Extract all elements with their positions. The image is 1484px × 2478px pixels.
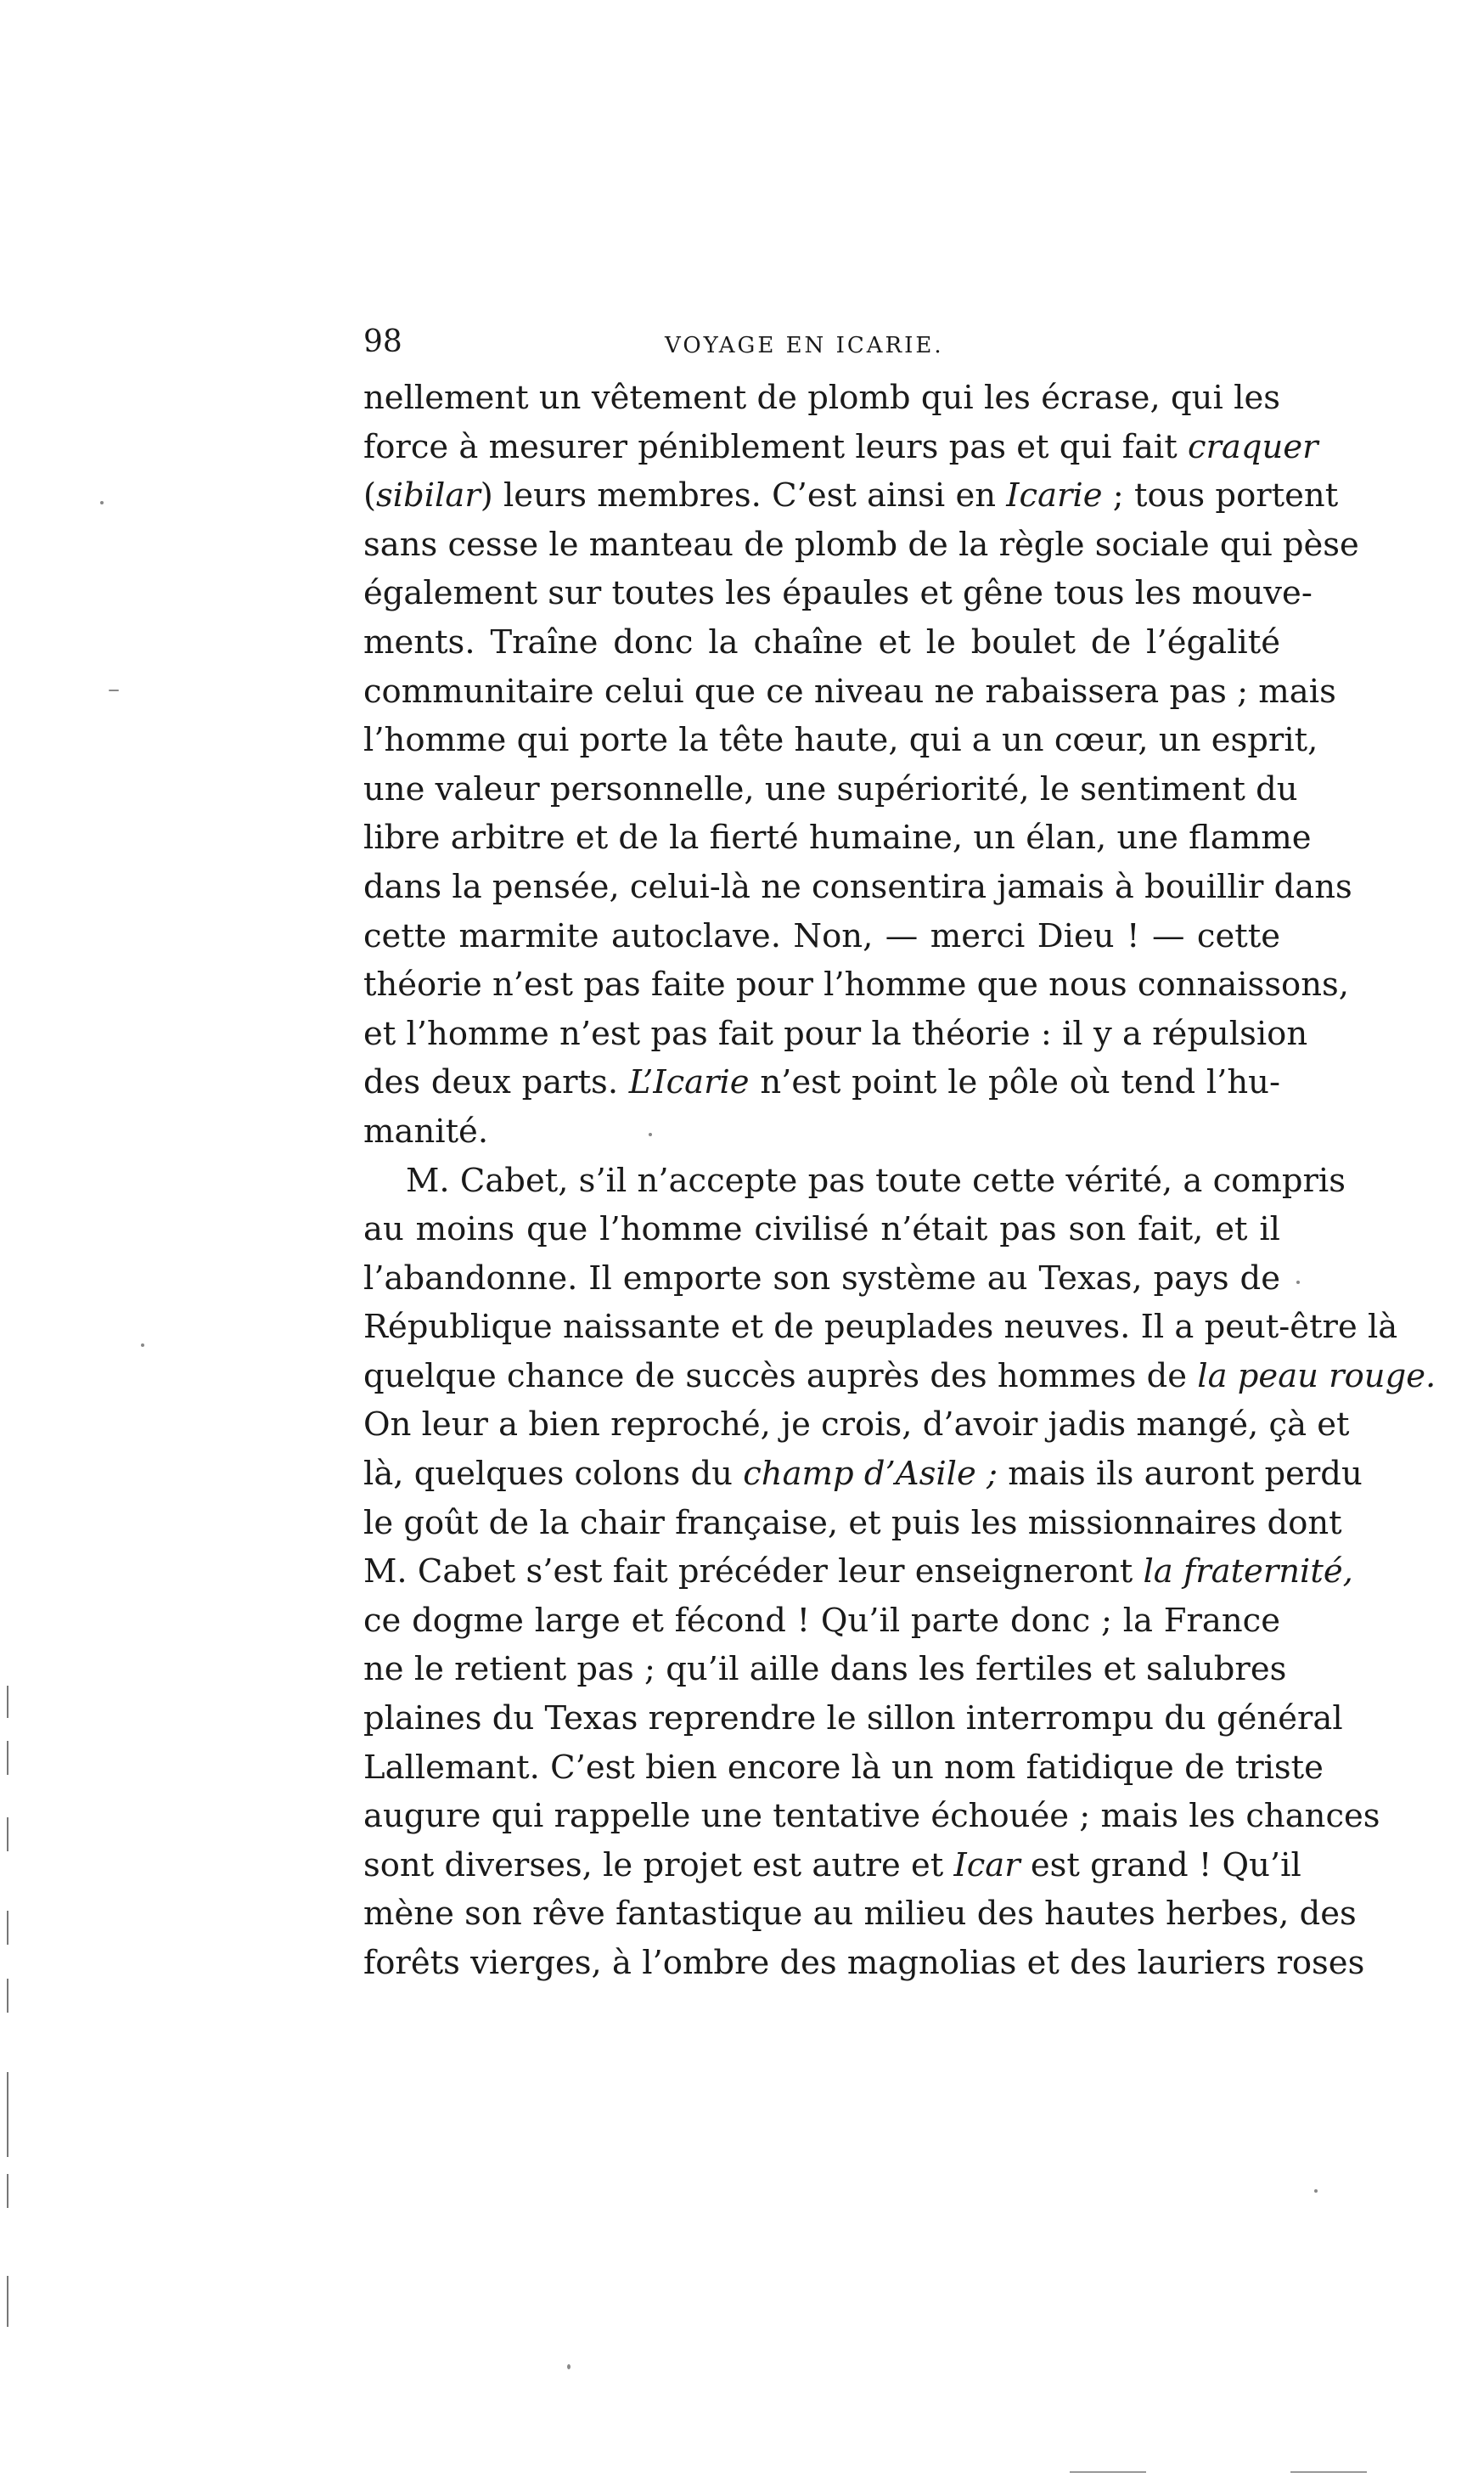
text-run: quelque chance de succès auprès des hommes de [363,1356,1198,1395]
scan-speck [1314,2189,1318,2193]
italic-run: craquer [1187,427,1318,466]
text-run: n’est point le pôle où tend l’hu- [749,1063,1280,1102]
text-line: l’abandonne. Il emporte son système au Texas, pays de [363,1259,1280,1298]
text-line: plaines du Texas reprendre le sillon interrompu du général [363,1699,1343,1738]
text-line: forêts vierges, à l’ombre des magnolias et des lauriers roses [363,1944,1365,1982]
scan-edge-rule [1070,2471,1146,2473]
scan-margin-mark [7,1686,8,1718]
text-run: là, quelques colons du [363,1455,744,1494]
text-line: libre arbitre et de la fierté humaine, un élan, une flamme [363,819,1312,858]
scan-margin-mark [7,2174,8,2208]
italic-run: la peau rouge. [1197,1356,1436,1395]
text-run: M. Cabet s’est fait précéder leur enseigneront [363,1552,1144,1591]
scan-margin-mark [7,1741,8,1775]
text-line: également sur toutes les épaules et gêne tous les mouve- [363,574,1313,613]
text-line: manité. [363,1112,489,1151]
text-line [363,1352,1436,1401]
text-run: force à mesurer péniblement leurs pas et qui fait [363,427,1188,466]
scan-speck [100,501,104,504]
text-run: des deux parts. [363,1063,629,1102]
text-line: le goût de la chair française, et puis les missionnaires dont [363,1503,1342,1542]
italic-run: champ d’Asile ; [743,1455,998,1494]
text-run: sont diverses, le projet est autre et [363,1845,954,1884]
text-line: sans cesse le manteau de plomb de la règle sociale qui pèse [363,525,1359,564]
scan-edge-rule [1290,2471,1367,2473]
scan-speck [141,1343,144,1347]
text-line: communitaire celui que ce niveau ne rabaissera pas ; mais [363,672,1336,711]
scan-speck [649,1133,652,1136]
scan-speck [109,690,119,691]
text-run: ; tous portent [1102,476,1339,515]
scan-speck [1296,1281,1300,1284]
text-line: théorie n’est pas faite pour l’homme que nous connaissons, [363,966,1349,1005]
page-header [363,321,1280,363]
text-line [363,423,1318,472]
italic-run: sibilar [376,476,481,515]
text-line: au moins que l’homme civilisé n’était pas son fait, et il [363,1210,1280,1249]
text-line: ne le retient pas ; qu’il aille dans les fertiles et salubres [363,1650,1287,1689]
text-line: ce dogme large et fécond ! Qu’il parte donc ; la France [363,1601,1280,1640]
scan-margin-mark [7,1817,8,1851]
body-text [363,374,1436,1988]
text-line: augure qui rappelle une tentative échouée ; mais les chances [363,1797,1380,1836]
italic-run: la fraternité, [1143,1552,1353,1591]
text-line [363,471,1339,521]
text-line: mène son rêve fantastique au milieu des hautes herbes, des [363,1895,1357,1934]
text-line: et l’homme n’est pas fait pour la théorie : il y a répulsion [363,1014,1308,1053]
scan-margin-mark [7,2072,8,2157]
text-line: M. Cabet, s’il n’accepte pas toute cette vérité, a compris [406,1161,1346,1200]
scan-speck [567,2364,571,2369]
text-line: On leur a bien reproché, je crois, d’avoir jadis mangé, çà et [363,1405,1350,1445]
text-line [363,1450,1363,1499]
text-run: est grand ! Qu’il [1020,1845,1301,1884]
italic-run: L’Icarie [628,1063,750,1102]
scan-margin-mark [7,2276,8,2327]
text-line [363,1058,1280,1107]
text-line: ments. Traîne donc la chaîne et le boulet de l’égalité [363,622,1280,662]
page-number: 98 [363,324,402,359]
text-line: Lallemant. C’est bien encore là un nom fatidique de triste [363,1748,1324,1787]
text-line [363,1841,1301,1890]
scan-margin-mark [7,1911,8,1945]
running-title: VOYAGE EN ICARIE. [665,333,944,358]
text-line: cette marmite autoclave. Non, — merci Dieu ! — cette [363,916,1280,955]
text-line: République naissante et de peuplades neuves. Il a peut-être là [363,1308,1398,1347]
text-line: nellement un vêtement de plomb qui les écrase, qui les [363,379,1280,417]
text-run: ( [363,476,377,515]
italic-run: Icar [953,1845,1020,1884]
text-run: mais ils auront perdu [998,1455,1363,1494]
scan-margin-mark [7,1979,8,2013]
text-line: dans la pensée, celui-là ne consentira jamais à bouillir dans [363,867,1352,906]
text-line: une valeur personnelle, une supériorité, le sentiment du [363,769,1298,808]
text-run: ) leurs membres. C’est ainsi en [480,476,1007,515]
italic-run: Icarie [1006,476,1103,515]
text-line: l’homme qui porte la tête haute, qui a un cœur, un esprit, [363,721,1318,760]
text-line [363,1547,1353,1597]
